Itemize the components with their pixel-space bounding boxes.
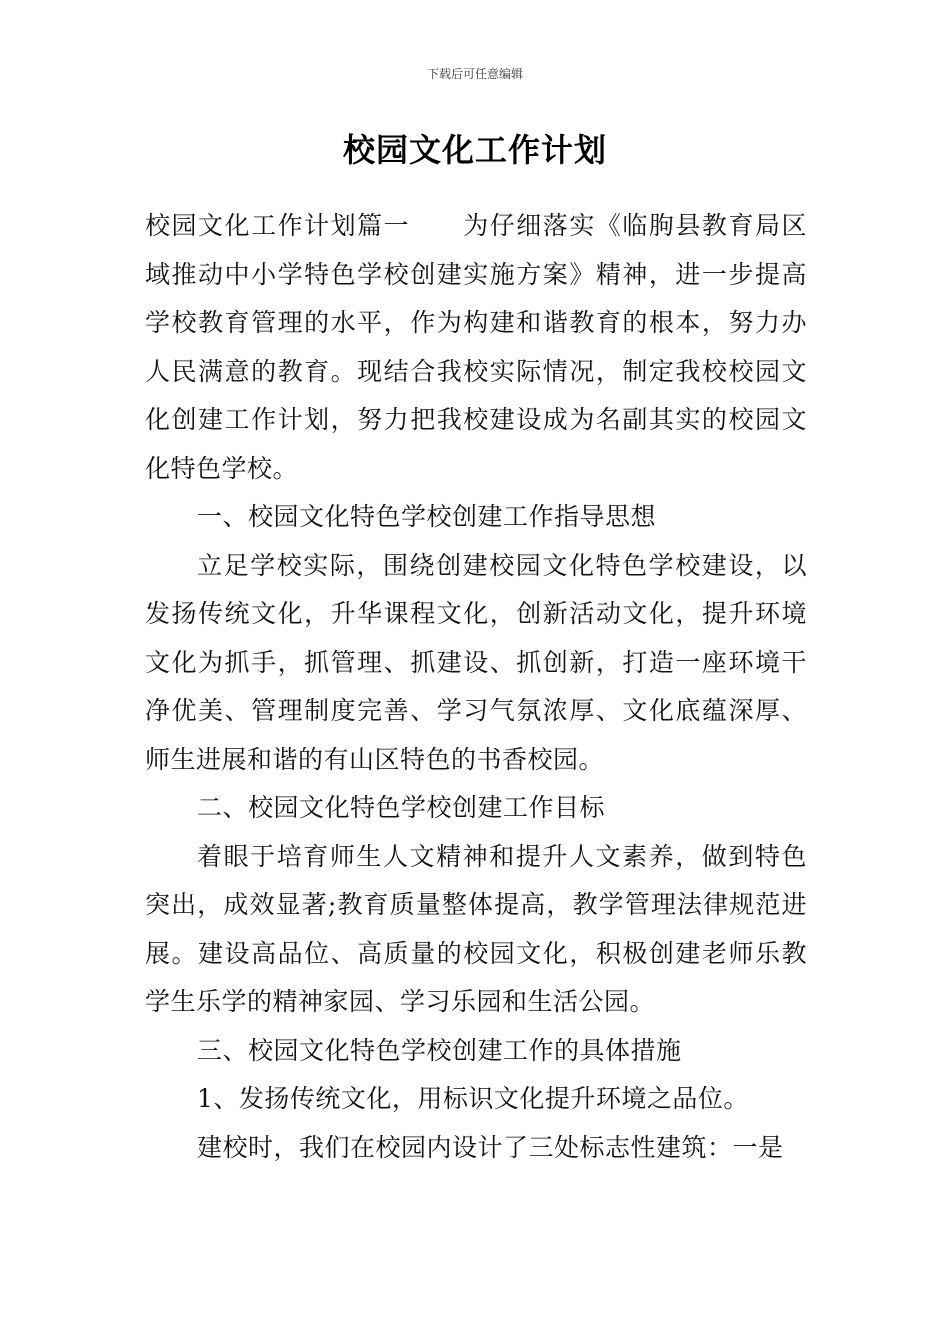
document-body: [145, 202, 807, 1172]
measure-item-1-paragraph: 建校时，我们在校园内设计了三处标志性建筑：一是: [197, 1132, 784, 1162]
guiding-ideology-paragraph: 立足学校实际，围绕创建校园文化特色学校建设，以发扬传统文化，升华课程文化，创新活动文化，提升环境文化为抓手，抓管理、抓建设、抓创新，打造一座环境干净优美、管理制度完善、学习气氛浓厚、文化底蕴深厚、师生进展和谐的有山区特色的书香校园。: [145, 550, 807, 774]
goals-paragraph: 着眼于培育师生人文精神和提升人文素养，做到特色突出，成效显著;教育质量整体提高，教学管理法律规范进展。建设高品位、高质量的校园文化，积极创建老师乐教学生乐学的精神家园、学习乐园和生活公园。: [145, 841, 807, 1016]
measure-item-1: 1、发扬传统文化，用标识文化提升环境之品位。: [197, 1084, 749, 1113]
section-heading-guiding-ideology: 一、校园文化特色学校创建工作指导思想: [197, 502, 657, 531]
document-title: 校园文化工作计划: [342, 131, 607, 169]
section-heading-measures: 三、校园文化特色学校创建工作的具体措施: [197, 1035, 682, 1065]
intro-paragraph: 校园文化工作计划篇一 为仔细落实《临朐县教育局区域推动中小学特色学校创建实施方案》精神，进一步提高学校教育管理的水平，作为构建和谐教育的根本，努力办人民满意的教育。现结合我校实际情况，制定我校校园文化创建工作计划，努力把我校建设成为名副其实的校园文化特色学校。: [145, 211, 807, 483]
section-heading-goals: 二、校园文化特色学校创建工作目标: [197, 793, 606, 822]
header-note: 下载后可任意编辑: [426, 67, 523, 81]
